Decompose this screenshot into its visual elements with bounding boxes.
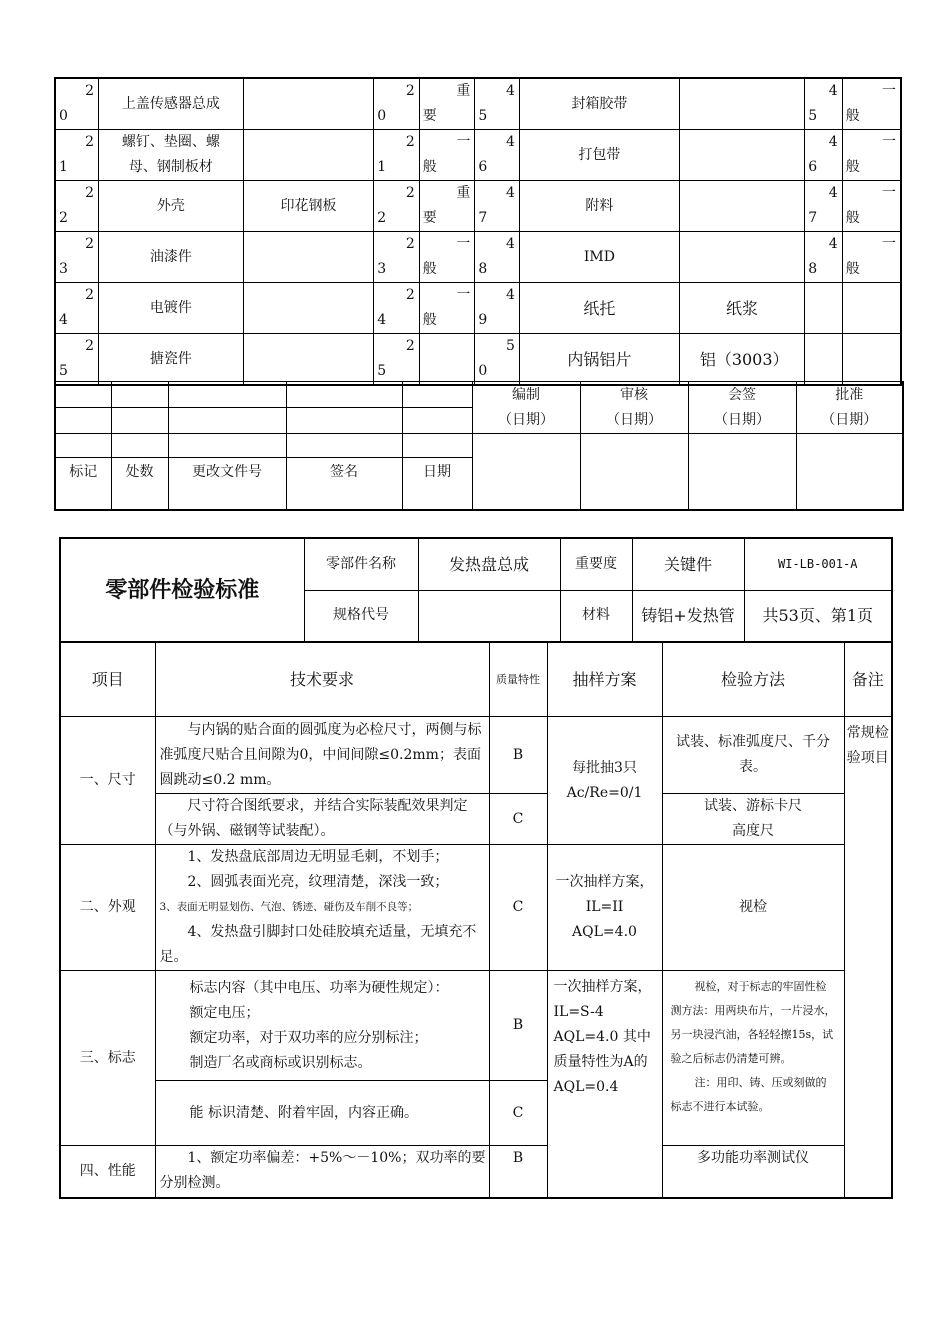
remark-text: 常规检验项目 — [844, 717, 892, 1198]
dimension-requirement-1: 与内锅的贴合面的圆弧度为必检尺寸，两侧与标准弧度尺贴合且间隙为0，中间间隙≤0.2mm；表面圆跳动≤0.2 mm。 — [155, 717, 489, 794]
marking-method-text: 视检，对于标志的牢固性检测方法：用两块布片，一片浸水，另一块浸汽油，各轻轻擦15s，试验之后标志仍清楚可辨。 — [670, 980, 836, 1065]
part-number-a-bottom: 2 — [59, 210, 68, 226]
parts-row — [55, 181, 901, 232]
col-quality: 质量特性 — [489, 643, 547, 717]
part-grade-b-top: 一 — [882, 236, 896, 252]
part-index-a — [374, 334, 420, 386]
appearance-line-2: 2、圆弧表面光亮，纹理清楚，深浅一致； — [187, 874, 449, 890]
part-number-a — [55, 334, 99, 386]
item-performance: 四、性能 — [60, 1146, 155, 1198]
part-index-a-bottom: 1 — [377, 159, 387, 175]
approval-countersign: 会签 （日期） — [688, 382, 796, 434]
part-grade-b — [842, 283, 901, 334]
part-index-a-top: 2 — [405, 134, 415, 150]
part-grade-a-bottom: 要 — [422, 108, 437, 124]
approval-sign-cell — [796, 434, 903, 510]
parts-row — [55, 78, 901, 130]
part-grade-b-top: 一 — [882, 83, 896, 99]
appearance-line-4: 4、发热盘引脚封口处硅胶填充适量，无填充不足。 — [159, 924, 477, 965]
appearance-line-3: 3、表面无明显划伤、气泡、锈迹、碰伤及车削不良等； — [159, 901, 419, 913]
marking-method-note: 注：用印、铸、压或刻做的标志不进行本试验。 — [670, 1076, 827, 1113]
part-index-b-top: 4 — [828, 236, 838, 252]
part-name-b: 附料 — [519, 181, 679, 232]
spec-value — [418, 590, 560, 642]
part-number-b-top: 4 — [506, 83, 515, 99]
item-appearance: 二、外观 — [60, 845, 155, 971]
part-number-b-top: 4 — [506, 236, 515, 252]
rev-cell — [111, 408, 168, 434]
appearance-sampling: 一次抽样方案，IL=II AQL=4.0 — [547, 845, 662, 971]
dimension-quality-2: C — [489, 794, 547, 845]
appearance-requirements — [155, 845, 489, 971]
part-number-b-bottom: 8 — [478, 261, 488, 277]
part-material-b — [679, 78, 804, 130]
part-grade-a — [419, 334, 475, 386]
part-name-a: 上盖传感器总成 — [99, 78, 244, 130]
rev-header-mark: 标记 — [55, 458, 111, 510]
part-index-a — [374, 78, 420, 130]
part-index-a-bottom: 0 — [377, 108, 387, 124]
part-grade-a-bottom: 般 — [422, 261, 437, 277]
part-index-a — [374, 130, 420, 181]
part-material-b: 纸浆 — [679, 283, 804, 334]
approval-sign-cell — [688, 434, 796, 510]
rev-cell — [286, 408, 402, 434]
inspection-table — [59, 642, 893, 1199]
rev-cell — [286, 434, 402, 458]
part-number-b-top: 4 — [506, 134, 515, 150]
part-name-a: 螺钉、垫圈、螺母、钢制板材 — [99, 130, 244, 181]
part-index-b-bottom: 5 — [808, 108, 818, 124]
performance-requirement: 1、额定功率偏差：+5%～－10%；双功率的要分别检测。 — [155, 1146, 489, 1198]
part-index-b — [805, 283, 842, 334]
part-grade-b — [842, 78, 901, 130]
page-count: 共53页、第1页 — [744, 590, 892, 642]
part-material-a — [243, 283, 374, 334]
marking-requirements — [155, 971, 489, 1081]
part-index-a-bottom: 5 — [377, 363, 387, 379]
part-number-a-bottom: 4 — [59, 312, 68, 328]
part-number-b — [475, 130, 520, 181]
part-grade-a-bottom: 般 — [422, 159, 437, 175]
marking-sampling: 一次抽样方案， IL=S-4 AQL=4.0 其中质量特性为A的AQL=0.4 — [547, 971, 662, 1198]
col-tech: 技术要求 — [155, 643, 489, 717]
parts-row — [55, 283, 901, 334]
importance-value: 关键件 — [632, 538, 744, 590]
part-number-b-bottom: 6 — [478, 159, 488, 175]
part-grade-a — [419, 78, 475, 130]
part-index-a-top: 2 — [405, 236, 415, 252]
part-grade-a — [419, 232, 475, 283]
part-index-a — [374, 232, 420, 283]
rev-header-sign: 签名 — [286, 458, 402, 510]
part-number-b — [475, 283, 520, 334]
spec-label: 规格代号 — [304, 590, 418, 642]
marking-line-4: 制造厂名或商标或识别标志。 — [189, 1054, 372, 1071]
part-name-a: 电镀件 — [99, 283, 244, 334]
part-grade-b-bottom: 般 — [845, 159, 860, 175]
part-material-a: 印花钢板 — [243, 181, 374, 232]
rev-cell — [168, 382, 286, 408]
marking-line-1: 标志内容（其中电压、功率为硬性规定）： — [189, 979, 449, 996]
part-material-a — [243, 130, 374, 181]
part-number-a-bottom: 1 — [59, 159, 68, 175]
part-index-a-bottom: 3 — [377, 261, 387, 277]
rev-cell — [55, 382, 111, 408]
approval-approve: 批准 （日期） — [796, 382, 903, 434]
marking-quality-1: B — [489, 971, 547, 1081]
rev-cell — [402, 408, 472, 434]
part-number-a-top: 2 — [85, 83, 94, 99]
part-grade-b — [842, 232, 901, 283]
part-number-a — [55, 232, 99, 283]
dimension-sampling: 每批抽3只Ac/Re=0/1 — [547, 717, 662, 845]
appearance-quality: C — [489, 845, 547, 971]
marking-line-2: 额定电压； — [189, 1004, 260, 1021]
dimension-method-1: 试装、标准弧度尺、千分表。 — [662, 717, 844, 794]
part-number-b-bottom: 5 — [478, 108, 488, 124]
marking-requirement-2: 能 标识清楚、附着牢固，内容正确。 — [155, 1081, 489, 1146]
part-index-b-bottom: 7 — [808, 210, 818, 226]
part-name-b: 封箱胶带 — [519, 78, 679, 130]
part-grade-b-top: 一 — [882, 185, 896, 201]
rev-header-date: 日期 — [402, 458, 472, 510]
part-index-a — [374, 181, 420, 232]
part-name-b: 内锅铝片 — [519, 334, 679, 386]
part-index-b-bottom: 6 — [808, 159, 818, 175]
part-name-a: 油漆件 — [99, 232, 244, 283]
rev-header-count: 处数 — [111, 458, 168, 510]
appearance-line-1: 1、发热盘底部周边无明显毛刺，不划手； — [187, 849, 449, 865]
part-material-a — [243, 334, 374, 386]
part-grade-a-top: 一 — [456, 236, 471, 252]
part-grade-a-top: 重 — [456, 185, 471, 201]
part-index-b-top: 4 — [828, 83, 838, 99]
col-remark: 备注 — [844, 643, 892, 717]
part-name: 发热盘总成 — [418, 538, 560, 590]
part-number-a-bottom: 3 — [59, 261, 68, 277]
part-grade-b — [842, 334, 901, 386]
part-number-b — [475, 181, 520, 232]
approval-review: 审核 （日期） — [580, 382, 688, 434]
rev-header-docno: 更改文件号 — [168, 458, 286, 510]
part-index-b — [805, 130, 842, 181]
part-number-b-top: 4 — [506, 287, 515, 303]
part-grade-b-bottom: 般 — [845, 108, 860, 124]
part-grade-a-top: 一 — [456, 287, 471, 303]
rev-cell — [402, 382, 472, 408]
part-number-a-bottom: 5 — [59, 363, 68, 379]
rev-cell — [402, 434, 472, 458]
performance-quality: B — [489, 1146, 547, 1198]
revision-table — [54, 381, 904, 511]
part-index-a — [374, 283, 420, 334]
material-value: 铸铝+发热管 — [632, 590, 744, 642]
part-grade-a — [419, 283, 475, 334]
part-index-a-top: 2 — [405, 338, 415, 354]
part-name-b: 纸托 — [519, 283, 679, 334]
part-number-b-top: 5 — [506, 338, 515, 354]
part-grade-b-top: 一 — [882, 134, 896, 150]
document-number: WI-LB-001-A — [744, 538, 892, 590]
part-index-a-bottom: 2 — [377, 210, 387, 226]
part-name-b: IMD — [519, 232, 679, 283]
part-number-a-bottom: 0 — [59, 108, 68, 124]
approval-sign-cell — [472, 434, 580, 510]
part-index-b — [805, 78, 842, 130]
marking-method — [662, 971, 844, 1146]
part-number-a — [55, 78, 99, 130]
part-name-b: 打包带 — [519, 130, 679, 181]
part-index-a-top: 2 — [405, 185, 415, 201]
dimension-requirement-2: 尺寸符合图纸要求，并结合实际装配效果判定（与外锅、磁钢等试装配）。 — [155, 794, 489, 845]
part-material-b — [679, 232, 804, 283]
rev-cell — [111, 434, 168, 458]
performance-method: 多功能功率测试仪 — [662, 1146, 844, 1198]
part-number-b-bottom: 9 — [478, 312, 488, 328]
parts-row — [55, 232, 901, 283]
part-number-b-bottom: 7 — [478, 210, 488, 226]
part-index-a-top: 2 — [405, 83, 415, 99]
part-index-b-top: 4 — [828, 185, 838, 201]
dimension-method-2: 试装、游标卡尺高度尺 — [662, 794, 844, 845]
part-name-label: 零部件名称 — [304, 538, 418, 590]
part-number-b-top: 4 — [506, 185, 515, 201]
part-number-a-top: 2 — [85, 338, 94, 354]
part-grade-a-bottom: 要 — [422, 210, 437, 226]
material-label: 材料 — [560, 590, 632, 642]
parts-row — [55, 334, 901, 386]
part-grade-b — [842, 130, 901, 181]
part-number-b — [475, 78, 520, 130]
rev-cell — [111, 382, 168, 408]
rev-cell — [168, 434, 286, 458]
part-index-b — [805, 232, 842, 283]
approval-sign-cell — [580, 434, 688, 510]
standard-header-table — [59, 537, 893, 643]
part-grade-a — [419, 181, 475, 232]
parts-row — [55, 130, 901, 181]
part-grade-b — [842, 181, 901, 232]
part-number-b-bottom: 0 — [478, 363, 488, 379]
part-number-b — [475, 334, 520, 386]
part-number-a-top: 2 — [85, 134, 94, 150]
part-name-a: 搪瓷件 — [99, 334, 244, 386]
part-index-b-top: 4 — [828, 134, 838, 150]
part-material-b: 铝（3003） — [679, 334, 804, 386]
part-material-a — [243, 78, 374, 130]
part-number-a — [55, 283, 99, 334]
part-number-a — [55, 181, 99, 232]
part-number-b — [475, 232, 520, 283]
rev-cell — [286, 382, 402, 408]
rev-cell — [55, 408, 111, 434]
part-grade-a — [419, 130, 475, 181]
part-index-b — [805, 181, 842, 232]
part-index-b-bottom: 8 — [808, 261, 818, 277]
part-number-a-top: 2 — [85, 236, 94, 252]
item-dimension: 一、尺寸 — [60, 717, 155, 845]
marking-line-3: 额定功率，对于双功率的应分别标注； — [189, 1029, 428, 1046]
part-index-a-top: 2 — [405, 287, 415, 303]
part-grade-b-bottom: 般 — [845, 261, 860, 277]
part-material-b — [679, 130, 804, 181]
part-grade-b-bottom: 般 — [845, 210, 860, 226]
col-method: 检验方法 — [662, 643, 844, 717]
part-grade-a-top: 重 — [456, 83, 471, 99]
part-number-a — [55, 130, 99, 181]
part-name-a: 外壳 — [99, 181, 244, 232]
dimension-quality-1: B — [489, 717, 547, 794]
item-marking: 三、标志 — [60, 971, 155, 1146]
importance-label: 重要度 — [560, 538, 632, 590]
appearance-method: 视检 — [662, 845, 844, 971]
part-grade-a-top: 一 — [456, 134, 471, 150]
part-material-a — [243, 232, 374, 283]
part-number-a-top: 2 — [85, 287, 94, 303]
document-title: 零部件检验标准 — [60, 538, 304, 642]
part-material-b — [679, 181, 804, 232]
part-grade-a-bottom: 般 — [422, 312, 437, 328]
rev-cell — [168, 408, 286, 434]
col-sampling: 抽样方案 — [547, 643, 662, 717]
parts-list-table — [54, 77, 902, 386]
approval-compile: 编制 （日期） — [472, 382, 580, 434]
col-item: 项目 — [60, 643, 155, 717]
part-index-a-bottom: 4 — [377, 312, 387, 328]
rev-cell — [55, 434, 111, 458]
marking-quality-2: C — [489, 1081, 547, 1146]
part-number-a-top: 2 — [85, 185, 94, 201]
part-index-b — [805, 334, 842, 386]
